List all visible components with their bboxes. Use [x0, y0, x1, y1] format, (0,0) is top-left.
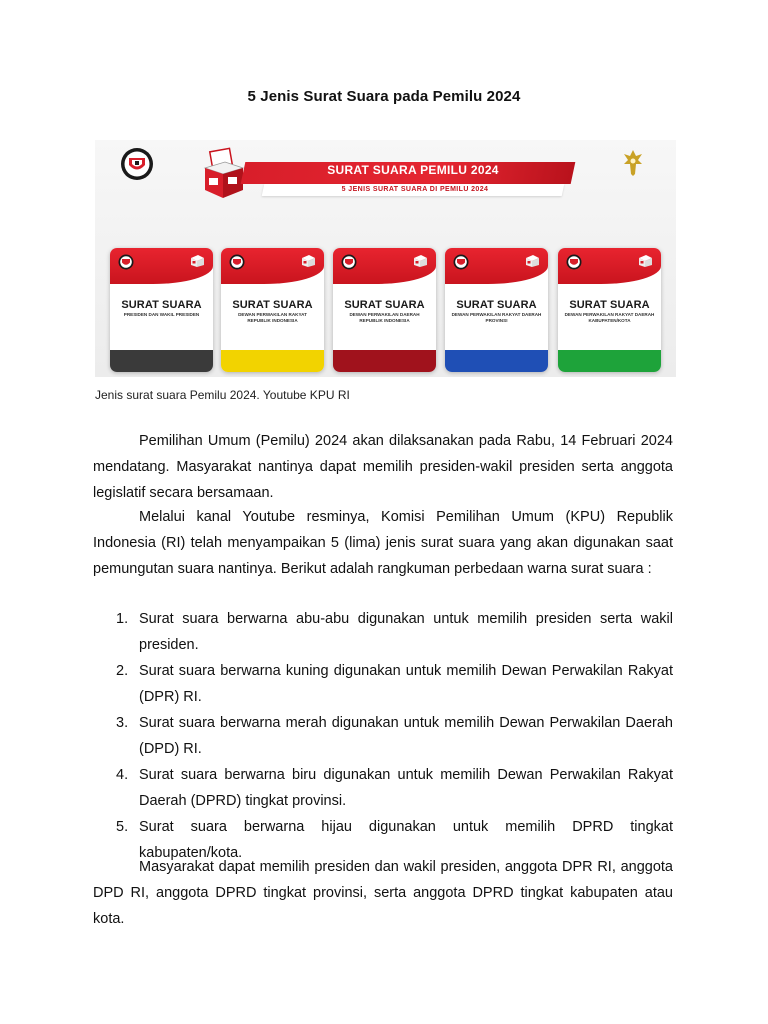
paragraph-closing	[93, 854, 673, 932]
kpu-logo-icon	[120, 147, 154, 181]
list-item	[93, 762, 673, 814]
list-text: Surat suara berwarna merah digunakan untuk memilih Dewan Perwakilan Daerah (DPD) RI.	[139, 715, 673, 757]
card-subtitle: DEWAN PERWAKILAN RAKYAT DAERAH PROVINSI	[451, 312, 542, 323]
list-text: Surat suara berwarna hijau digunakan untuk memilih DPRD tingkat kabupaten/kota.	[139, 819, 673, 861]
list-number: 4.	[116, 767, 129, 783]
list-item	[93, 606, 673, 658]
kpu-logo-icon	[118, 254, 134, 270]
paragraph-kpu-text: Melalui kanal Youtube resminya, Komisi Pemilihan Umum (KPU) Republik Indonesia (RI) telah menyampaikan 5 (lima) jenis surat suara yang akan digunakan saat pemungutan suara nantinya. Berikut adalah rangkuman perbedaan warna surat suara :	[93, 509, 673, 577]
list-number: 5.	[116, 819, 129, 835]
list-text: Surat suara berwarna biru digunakan untuk memilih Dewan Perwakilan Rakyat Daerah (DPRD) tingkat provinsi.	[139, 767, 673, 809]
ballot-card-dpd	[333, 248, 436, 372]
list-number: 1.	[116, 611, 129, 627]
card-title: SURAT SUARA	[456, 299, 537, 311]
card-title: SURAT SUARA	[569, 299, 650, 311]
list-number: 2.	[116, 663, 129, 679]
ballot-box-icon	[201, 146, 247, 200]
paragraph-closing-text: Masyarakat dapat memilih presiden dan wakil presiden, anggota DPR RI, anggota DPD RI, anggota DPRD tingkat provinsi, serta anggota DPRD tingkat kabupaten atau kota.	[93, 859, 673, 927]
kpu-logo-icon	[453, 254, 469, 270]
card-color-band-yellow	[221, 350, 324, 372]
ballot-color-list	[93, 606, 673, 866]
paragraph-intro	[93, 428, 673, 506]
card-title: SURAT SUARA	[344, 299, 425, 311]
list-item	[93, 658, 673, 710]
list-text: Surat suara berwarna kuning digunakan untuk memilih Dewan Perwakilan Rakyat (DPR) RI.	[139, 663, 673, 705]
banner-image	[95, 140, 676, 377]
card-subtitle: DEWAN PERWAKILAN DAERAH REPUBLIK INDONESIA	[349, 312, 420, 323]
kpu-logo-icon	[341, 254, 357, 270]
list-number: 3.	[116, 715, 129, 731]
card-color-band-gray	[110, 350, 213, 372]
paragraph-kpu	[93, 504, 673, 582]
paragraph-intro-text: Pemilihan Umum (Pemilu) 2024 akan dilaksanakan pada Rabu, 14 Februari 2024 mendatang. Masyarakat nantinya dapat memilih presiden-wakil presiden serta anggota legislatif secara bersamaan.	[93, 433, 673, 501]
card-subtitle: DEWAN PERWAKILAN RAKYAT REPUBLIK INDONESIA	[238, 312, 307, 323]
garuda-icon	[622, 148, 644, 178]
card-title: SURAT SUARA	[121, 299, 202, 311]
page-title: 5 Jenis Surat Suara pada Pemilu 2024	[247, 88, 521, 105]
list-item	[93, 710, 673, 762]
ballot-card-dpr	[221, 248, 324, 372]
banner-subheadline: 5 JENIS SURAT SUARA DI PEMILU 2024	[341, 186, 489, 193]
banner-headline: SURAT SUARA PEMILU 2024	[327, 163, 499, 177]
ballot-box-icon	[190, 254, 205, 268]
kpu-logo-icon	[229, 254, 245, 270]
ballot-card-dprd-kabupaten	[558, 248, 661, 372]
ballot-box-icon	[525, 254, 540, 268]
image-caption: Jenis surat suara Pemilu 2024. Youtube KPU RI	[95, 388, 350, 402]
card-title: SURAT SUARA	[232, 299, 313, 311]
kpu-logo-icon	[566, 254, 582, 270]
ballot-card-president	[110, 248, 213, 372]
card-subtitle: DEWAN PERWAKILAN RAKYAT DAERAH KABUPATEN/KOTA	[564, 312, 655, 323]
ballot-box-icon	[638, 254, 653, 268]
list-text: Surat suara berwarna abu-abu digunakan untuk memilih presiden serta wakil presiden.	[139, 611, 673, 653]
card-subtitle: PRESIDEN DAN WAKIL PRESIDEN	[123, 312, 200, 317]
ballot-box-icon	[301, 254, 316, 268]
card-color-band-blue	[445, 350, 548, 372]
ballot-box-icon	[413, 254, 428, 268]
ballot-card-dprd-provinsi	[445, 248, 548, 372]
card-color-band-green	[558, 350, 661, 372]
card-color-band-red	[333, 350, 436, 372]
